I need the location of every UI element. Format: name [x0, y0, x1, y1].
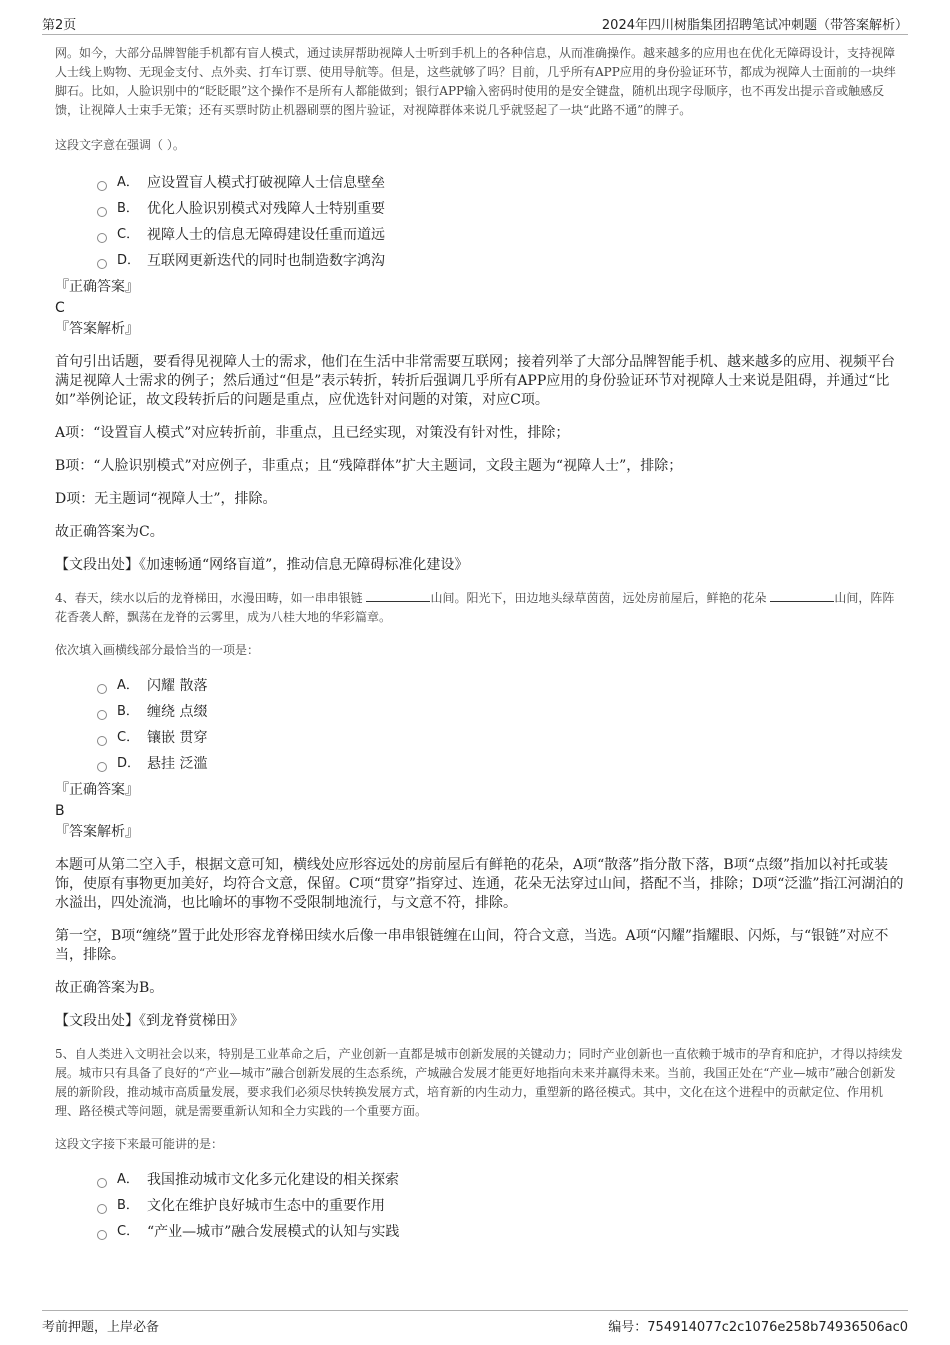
- q3-option-b[interactable]: B． 优化人脸识别模式对残障人士特别重要: [97, 196, 905, 222]
- q4-source: 【文段出处】《到龙脊赏梯田》: [55, 1013, 244, 1029]
- q3-passage: 网。如今，大部分品牌智能手机都有盲人模式，通过读屏帮助视障人士听到手机上的各种信息，从而准确操作。越来越多的应用也在优化无障碍设计，支持视障人士线上购物、无现金支付、点外卖、打车订票、使用导航等。但是，这些就够了吗？目前，几乎所有APP应用的身份验证环节，都成为视障人士面前的一块绊脚石。比如，人脸识别中的“眨眨眼”这个操作不是所有人都能做到；银行APP输入密码时使用的是安全键盘，随机出现字母顺序，也不再发出提示音或触感反馈，让视障人士束手无策；还有买票时防止机器刷票的图片验证，对视障群体来说几乎就竖起了一块“此路不通”的牌子。: [55, 46, 896, 117]
- q3-analysis: [55, 353, 905, 575]
- q4-option-b[interactable]: B． 缠绕 点缀: [97, 699, 905, 725]
- q4-analysis: [55, 856, 905, 1031]
- page-footer: [42, 1310, 908, 1341]
- q3-analysis-para: B项：“人脸识别模式”对应例子，非重点；且“残障群体”扩大主题词，文段主题为“视障人士”，排除；: [55, 458, 683, 474]
- document-body: [55, 44, 905, 1245]
- page-number: 第2页: [42, 18, 77, 33]
- q5-option-b[interactable]: B． 文化在维护良好城市生态中的重要作用: [97, 1193, 905, 1219]
- q4-answer-label: 『正确答案』: [55, 782, 139, 798]
- radio-icon[interactable]: [97, 207, 107, 217]
- q4-option-d[interactable]: D． 悬挂 泛滥: [97, 751, 905, 777]
- q4-analysis-para: 本题可从第二空入手，根据文意可知，横线处应形容远处的房前屋后有鲜艳的花朵，A项“散落”指分散下落，B项“点缀”指加以衬托或装饰，使原有事物更加美好，均符合文意，保留。C项“贯穿”指穿过、连通，花朵无法穿过山间，搭配不当，排除；D项“泛滥”指江河湖泊的水溢出，四处流淌，也比喻坏的事物不受限制地流行，与文意不符，排除。: [55, 857, 904, 911]
- q4-passage: 4、春天，续水以后的龙脊梯田，水漫田畴，如一串串银链 山间。阳光下，田边地头绿草茵茵，远处房前屋后，鲜艳的花朵 山间，阵阵花香袭人醉，飘荡在龙脊的云雾里，成为八桂大地的华彩篇章。: [55, 591, 895, 624]
- q3-analysis-para: 故正确答案为C。: [55, 524, 164, 540]
- radio-icon[interactable]: [97, 1178, 107, 1188]
- q3-prompt: 这段文字意在强调（ ）。: [55, 138, 185, 152]
- radio-icon[interactable]: [97, 259, 107, 269]
- q3-answer-label: 『正确答案』: [55, 279, 139, 295]
- fill-blank-2: [770, 589, 834, 602]
- q3-options: [97, 170, 905, 274]
- q3-option-a[interactable]: A． 应设置盲人模式打破视障人士信息壁垒: [97, 170, 905, 196]
- q5-option-a[interactable]: A． 我国推动城市文化多元化建设的相关探索: [97, 1167, 905, 1193]
- q3-option-d[interactable]: D． 互联网更新迭代的同时也制造数字鸿沟: [97, 248, 905, 274]
- q4-analysis-para: 第一空，B项“缠绕”置于此处形容龙脊梯田续水后像一串串银链缠在山间，符合文意，当选。A项“闪耀”指耀眼、闪烁，与“银链”对应不当，排除。: [55, 928, 889, 963]
- q4-analysis-label: 『答案解析』: [55, 824, 139, 840]
- q4-options: [97, 673, 905, 777]
- radio-icon[interactable]: [97, 1230, 107, 1240]
- document-code: 编号：754914077c2c1076e258b74936506ac0: [608, 1320, 908, 1335]
- radio-icon[interactable]: [97, 181, 107, 191]
- q3-analysis-label: 『答案解析』: [55, 321, 139, 337]
- q3-analysis-para: A项：“设置盲人模式”对应转折前，非重点，且已经实现，对策没有针对性，排除；: [55, 425, 570, 441]
- radio-icon[interactable]: [97, 233, 107, 243]
- radio-icon[interactable]: [97, 736, 107, 746]
- document-title: 2024年四川树脂集团招聘笔试冲刺题（带答案解析）: [601, 18, 908, 33]
- q4-prompt: 依次填入画横线部分最恰当的一项是：: [55, 643, 260, 657]
- q4-option-a[interactable]: A． 闪耀 散落: [97, 673, 905, 699]
- q3-analysis-para: D项：无主题词“视障人士”，排除。: [55, 491, 277, 507]
- radio-icon[interactable]: [97, 1204, 107, 1214]
- q5-option-c[interactable]: C． “产业—城市”融合发展模式的认知与实践: [97, 1219, 905, 1245]
- radio-icon[interactable]: [97, 684, 107, 694]
- q5-prompt: 这段文字接下来最可能讲的是：: [55, 1137, 224, 1151]
- radio-icon[interactable]: [97, 762, 107, 772]
- q3-analysis-para: 首句引出话题，要看得见视障人士的需求，他们在生活中非常需要互联网；接着列举了大部分品牌智能手机、越来越多的应用、视频平台满足视障人士需求的例子；然后通过“但是”表示转折，转折后强调几乎所有APP应用的身份验证环节对视障人士来说是阻碍，并通过“比如”举例论证，故文段转折后的问题是重点，应优选针对问题的对策，对应C项。: [55, 354, 895, 408]
- footer-slogan: 考前押题，上岸必备: [42, 1320, 160, 1335]
- q3-source: 【文段出处】《加速畅通“网络盲道”，推动信息无障碍标准化建设》: [55, 557, 469, 573]
- fill-blank-1: [366, 589, 430, 602]
- q5-passage: 5、自人类进入文明社会以来，特别是工业革命之后，产业创新一直都是城市创新发展的关键动力；同时产业创新也一直依赖于城市的孕育和庇护，才得以持续发展。城市只有具备了良好的“产业—城市”融合创新发展的生态系统，产城融合发展才能更好地指向未来并赢得未来。当前，我国正处在“产业—城市”融合创新发展的新阶段，推动城市高质量发展，要求我们必须尽快转换发展方式，培育新的内生动力，重塑新的路径模式。其中，文化在这个进程中的贡献定位、作用机理、路径模式等问题，就是需要重新认知和全力实践的一个重要方面。: [55, 1047, 903, 1118]
- q5-options: [97, 1167, 905, 1245]
- q4-option-c[interactable]: C． 镶嵌 贯穿: [97, 725, 905, 751]
- q3-option-c[interactable]: C． 视障人士的信息无障碍建设任重而道远: [97, 222, 905, 248]
- radio-icon[interactable]: [97, 710, 107, 720]
- page-header: [42, 0, 908, 35]
- q4-analysis-para: 故正确答案为B。: [55, 980, 164, 996]
- q4-answer: B: [55, 803, 65, 819]
- q3-answer: C: [55, 300, 65, 316]
